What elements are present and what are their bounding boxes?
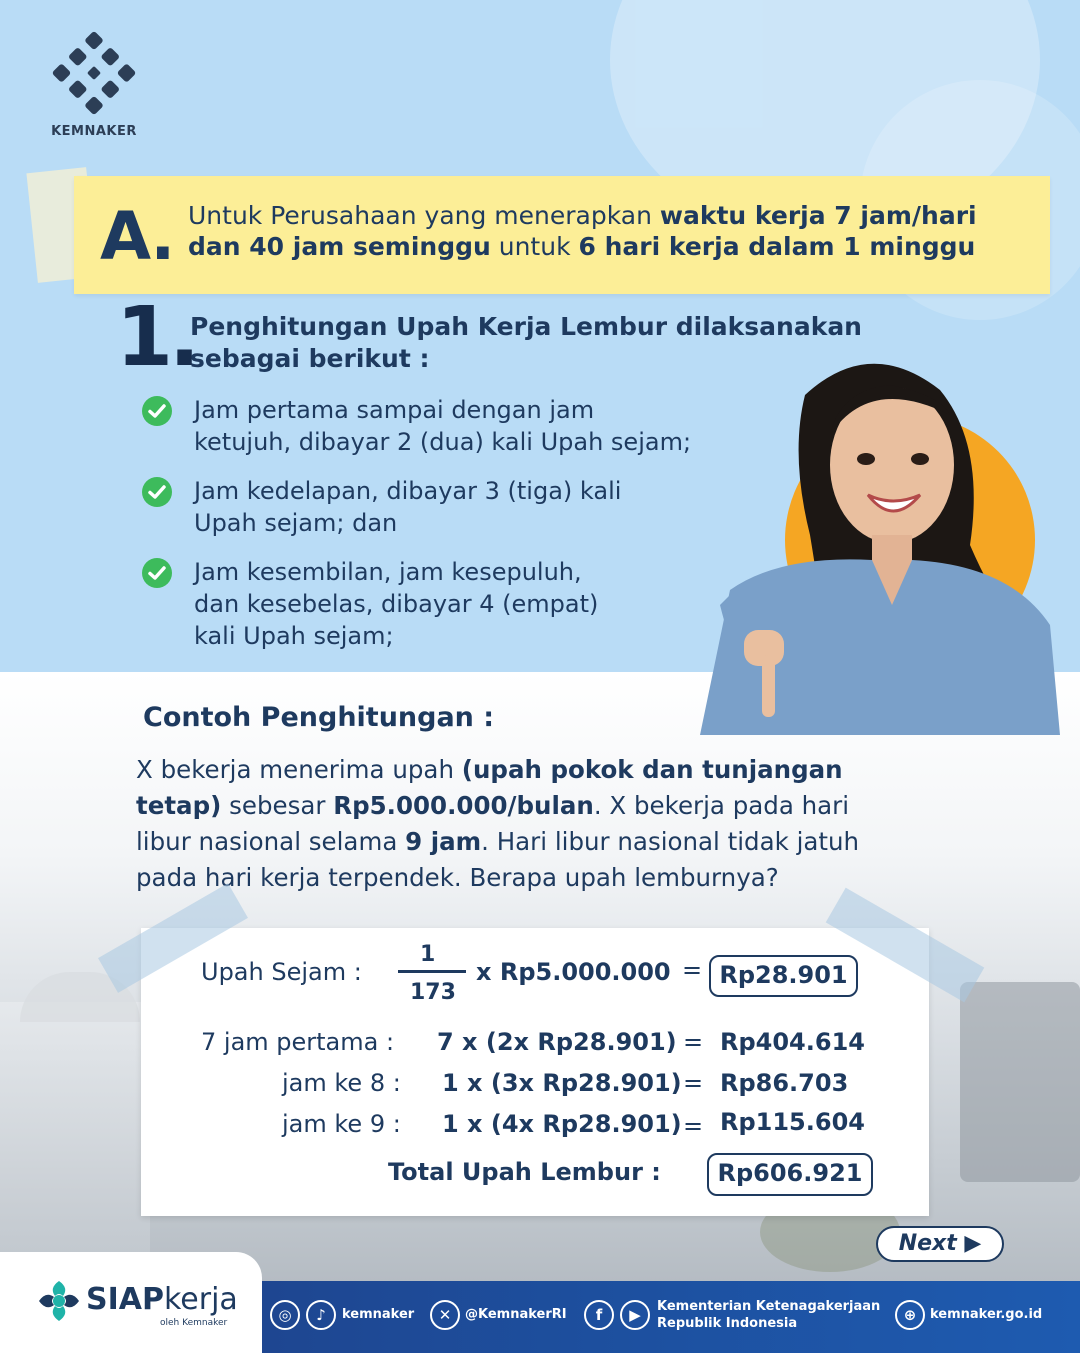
- row-label: jam ke 8 :: [282, 1069, 401, 1097]
- step-number: 1.: [116, 290, 197, 385]
- example-title: Contoh Penghitungan :: [143, 702, 495, 733]
- row-result: Rp115.604: [720, 1108, 865, 1136]
- step-title: Penghitungan Upah Kerja Lembur dilaksanakan sebagai berikut :: [190, 312, 862, 373]
- kemnaker-emblem-icon: [51, 30, 137, 116]
- hourly-wage-result: Rp28.901: [709, 955, 858, 997]
- siapkerja-wordmark: SIAPkerja: [86, 1282, 238, 1317]
- fraction-denominator: 173: [410, 980, 456, 1005]
- row-label: 7 jam pertama :: [201, 1028, 395, 1056]
- instagram-icon[interactable]: ◎: [270, 1300, 300, 1330]
- x-twitter-icon[interactable]: ✕: [430, 1300, 460, 1330]
- list-item: Jam kedelapan, dibayar 3 (tiga) kali Upah sejam; dan: [142, 475, 782, 539]
- row-result: Rp404.614: [720, 1028, 865, 1056]
- hourly-wage-label: Upah Sejam :: [201, 958, 362, 986]
- banner-letter: A.: [100, 198, 174, 275]
- hourly-wage-expression: x Rp5.000.000: [476, 958, 671, 986]
- globe-icon[interactable]: ⊕: [895, 1300, 925, 1330]
- row-label: jam ke 9 :: [282, 1110, 401, 1138]
- row-expression: 7 x (2x Rp28.901): [437, 1028, 677, 1056]
- row-result: Rp86.703: [720, 1069, 849, 1097]
- shelf-shape: [0, 1002, 150, 1262]
- equals-sign: =: [683, 1069, 704, 1097]
- fraction-bar: [398, 970, 466, 973]
- row-expression: 1 x (4x Rp28.901): [442, 1110, 682, 1138]
- total-result: Rp606.921: [707, 1153, 873, 1196]
- website-link[interactable]: kemnaker.go.id: [930, 1307, 1043, 1322]
- category-banner: [74, 176, 1050, 294]
- equals-sign: =: [683, 1028, 704, 1056]
- equals-sign: =: [682, 956, 703, 984]
- siapkerja-subtitle: oleh Kemnaker: [160, 1318, 228, 1328]
- x-handle[interactable]: @KemnakerRI: [465, 1307, 567, 1322]
- social-handle[interactable]: kemnaker: [342, 1307, 415, 1322]
- kemnaker-logo: [48, 30, 140, 139]
- monitor-shape: [960, 982, 1080, 1182]
- total-label: Total Upah Lembur :: [388, 1158, 661, 1186]
- example-paragraph: X bekerja menerima upah (upah pokok dan tunjangan tetap) sebesar Rp5.000.000/bulan. X bekerja pada hari libur nasional selama 9 jam. Hari libur nasional tidak jatuh pada hari kerja terpendek. Berapa upah lemburnya?: [136, 755, 860, 892]
- siapkerja-logo-icon: [36, 1278, 82, 1324]
- check-circle-icon: [142, 396, 172, 426]
- tiktok-icon[interactable]: ♪: [306, 1300, 336, 1330]
- row-expression: 1 x (3x Rp28.901): [442, 1069, 682, 1097]
- logo-text: KEMNAKER: [51, 124, 137, 139]
- ministry-name-line1: Kementerian Ketenagakerjaan: [657, 1299, 881, 1314]
- ministry-name-line2: Republik Indonesia: [657, 1316, 798, 1331]
- equals-sign: =: [683, 1112, 704, 1140]
- list-item: Jam kesembilan, jam kesepuluh, dan kesebelas, dibayar 4 (empat) kali Upah sejam;: [142, 556, 782, 652]
- list-item: Jam pertama sampai dengan jam ketujuh, dibayar 2 (dua) kali Upah sejam;: [142, 394, 782, 458]
- woman-pointing-illustration: [640, 355, 1060, 735]
- youtube-icon[interactable]: ▶: [620, 1300, 650, 1330]
- fraction-numerator: 1: [420, 942, 436, 967]
- check-circle-icon: [142, 558, 172, 588]
- check-circle-icon: [142, 477, 172, 507]
- facebook-icon[interactable]: f: [584, 1300, 614, 1330]
- banner-text: Untuk Perusahaan yang menerapkan waktu kerja 7 jam/hari dan 40 jam seminggu untuk 6 hari kerja dalam 1 minggu: [188, 201, 977, 261]
- next-button[interactable]: Next ▶: [876, 1226, 1004, 1262]
